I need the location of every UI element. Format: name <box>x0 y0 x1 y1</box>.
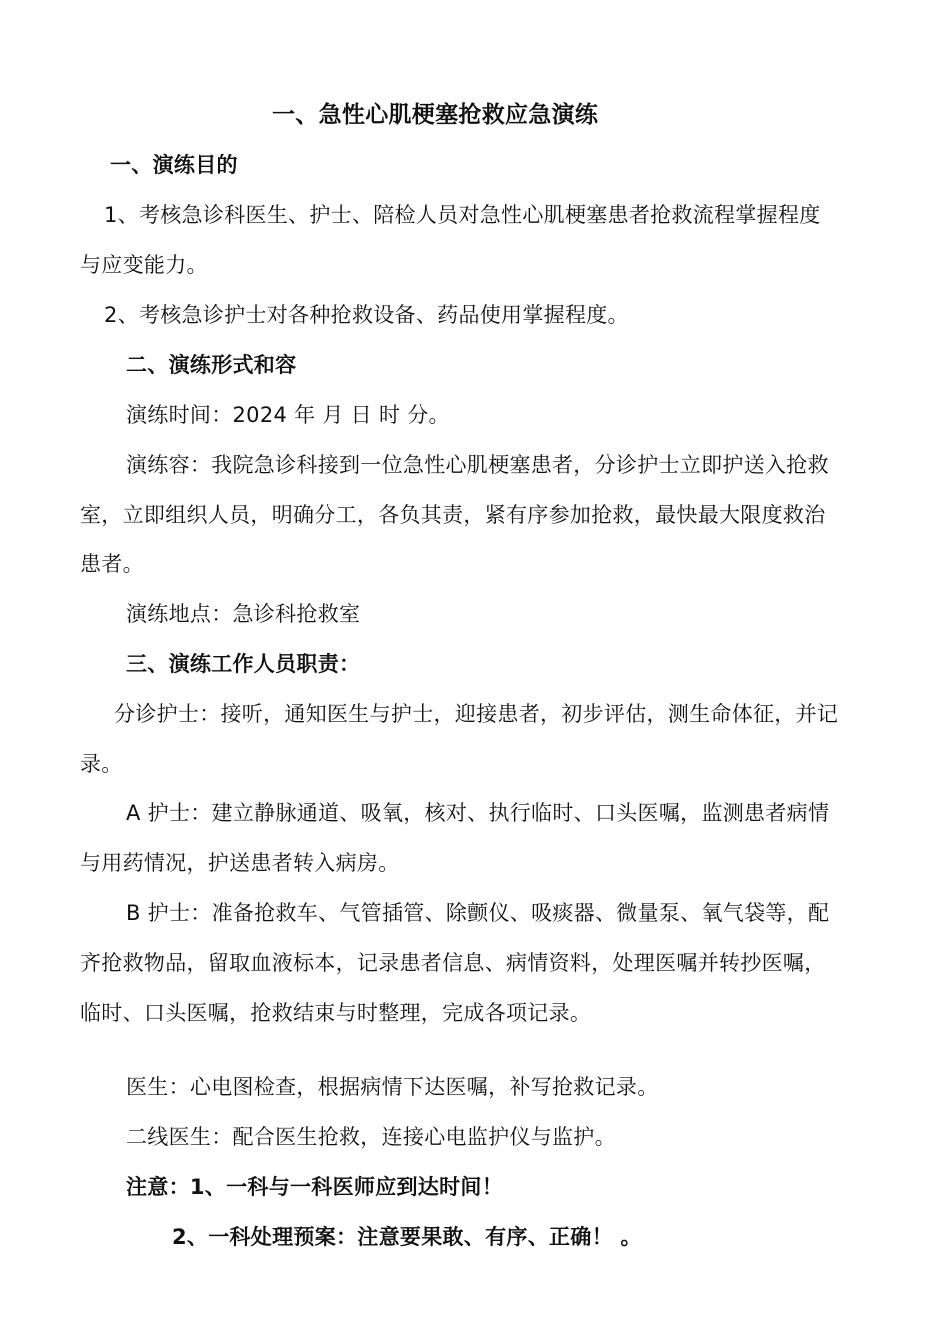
nurse-a-line-2: 与用药情况，护送患者转入病房。 <box>80 851 400 875</box>
triage-nurse-line-2: 录。 <box>80 752 123 776</box>
note-2: 2、一科处理预案：注意要果敢、有序、正确！ 。 <box>172 1225 642 1249</box>
drill-location: 演练地点：急诊科抢救室 <box>126 602 361 626</box>
purpose-item-1-line-2: 与应变能力。 <box>80 253 208 277</box>
purpose-item-1-line-1: 1、考核急诊科医生、护士、陪检人员对急性心肌梗塞患者抢救流程掌握程度 <box>104 203 821 227</box>
nurse-b-line-1: B 护士：准备抢救车、气管插管、除颤仪、吸痰器、微量泵、氧气袋等，配 <box>126 901 830 925</box>
drill-time: 演练时间：2024 年 月 日 时 分。 <box>126 403 450 427</box>
nurse-a-line-1: A 护士：建立静脉通道、吸氧，核对、执行临时、口头医嘱，监测患者病情 <box>126 801 830 825</box>
section-heading-duties: 三、演练工作人员职责： <box>126 652 361 676</box>
note-1: 注意：1、一科与一科医师应到达时间！ <box>126 1175 504 1199</box>
purpose-item-2: 2、考核急诊护士对各种抢救设备、药品使用掌握程度。 <box>104 303 629 327</box>
section-heading-format: 二、演练形式和容 <box>126 353 297 377</box>
drill-content-line-2: 室，立即组织人员，明确分工，各负其责，紧有序参加抢救，最快最大限度救治 <box>80 503 826 527</box>
second-line-doctor-duty: 二线医生：配合医生抢救，连接心电监护仪与监护。 <box>126 1125 616 1149</box>
nurse-b-line-3: 临时、口头医嘱，抢救结束与时整理，完成各项记录。 <box>80 1001 592 1025</box>
doctor-duty: 医生：心电图检查，根据病情下达医嘱，补写抢救记录。 <box>126 1075 659 1099</box>
drill-content-line-1: 演练容：我院急诊科接到一位急性心肌梗塞患者，分诊护士立即护送入抢救 <box>126 453 829 477</box>
drill-content-line-3: 患者。 <box>80 552 144 576</box>
document-title: 一、急性心肌梗塞抢救应急演练 <box>272 102 599 128</box>
nurse-b-line-2: 齐抢救物品，留取血液标本，记录患者信息、病情资料，处理医嘱并转抄医嘱， <box>80 951 826 975</box>
triage-nurse-line-1: 分诊护士：接听，通知医生与护士，迎接患者，初步评估，测生命体征，并记 <box>114 702 839 726</box>
section-heading-purpose: 一、演练目的 <box>110 153 238 177</box>
